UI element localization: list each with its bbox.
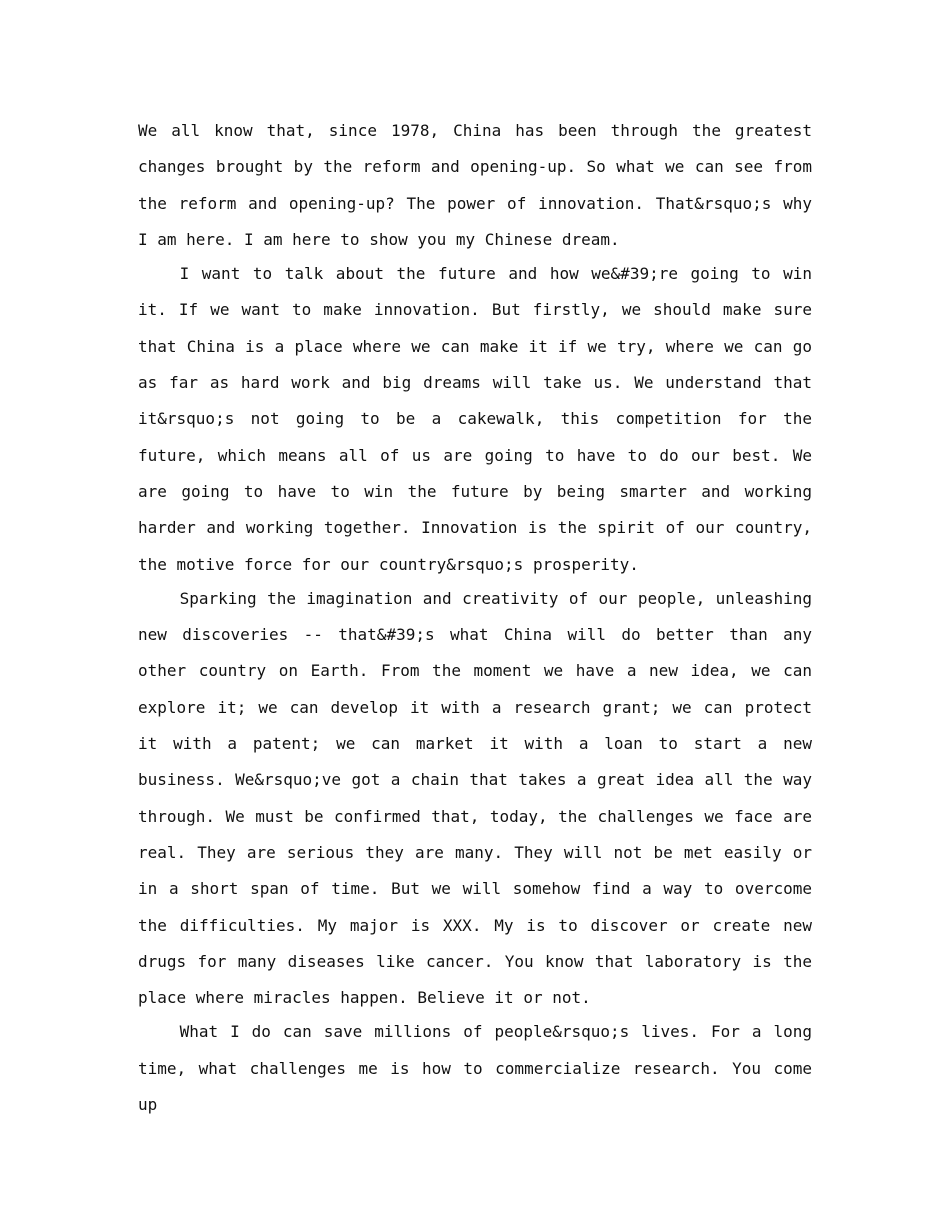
document-page bbox=[138, 113, 812, 1121]
paragraph-4: What I do can save millions of people&rsquo;s lives. For a long time, what challenges me is how to commercialize research. You come up bbox=[138, 1022, 812, 1115]
paragraph-1: We all know that, since 1978, China has been through the greatest changes brought by the reform and opening-up. So what we can see from the reform and opening-up? The power of innovation. That&rsquo;s why I am here. I am here to show you my Chinese dream. bbox=[138, 121, 812, 249]
paragraph-2: I want to talk about the future and how we&#39;re going to win it. If we want to make innovation. But firstly, we should make sure that China is a place where we can make it if we try, where we can go as far as hard work and big dreams will take us. We understand that it&rsquo;s not going to be a cakewalk, this competition for the future, which means all of us are going to have to do our best. We are going to have to win the future by being smarter and working harder and working together. Innovation is the spirit of our country, the motive force for our country&rsquo;s prosperity. bbox=[138, 264, 812, 574]
paragraph-3: Sparking the imagination and creativity of our people, unleashing new discoveries -- that&#39;s what China will do better than any other country on Earth. From the moment we have a new idea, we can explore it; we can develop it with a research grant; we can protect it with a patent; we can market it with a loan to start a new business. We&rsquo;ve got a chain that takes a great idea all the way through. We must be confirmed that, today, the challenges we face are real. They are serious they are many. They will not be met easily or in a short span of time. But we will somehow find a way to overcome the difficulties. My major is XXX. My is to discover or create new drugs for many diseases like cancer. You know that laboratory is the place where miracles happen. Believe it or not. bbox=[138, 588, 812, 1008]
